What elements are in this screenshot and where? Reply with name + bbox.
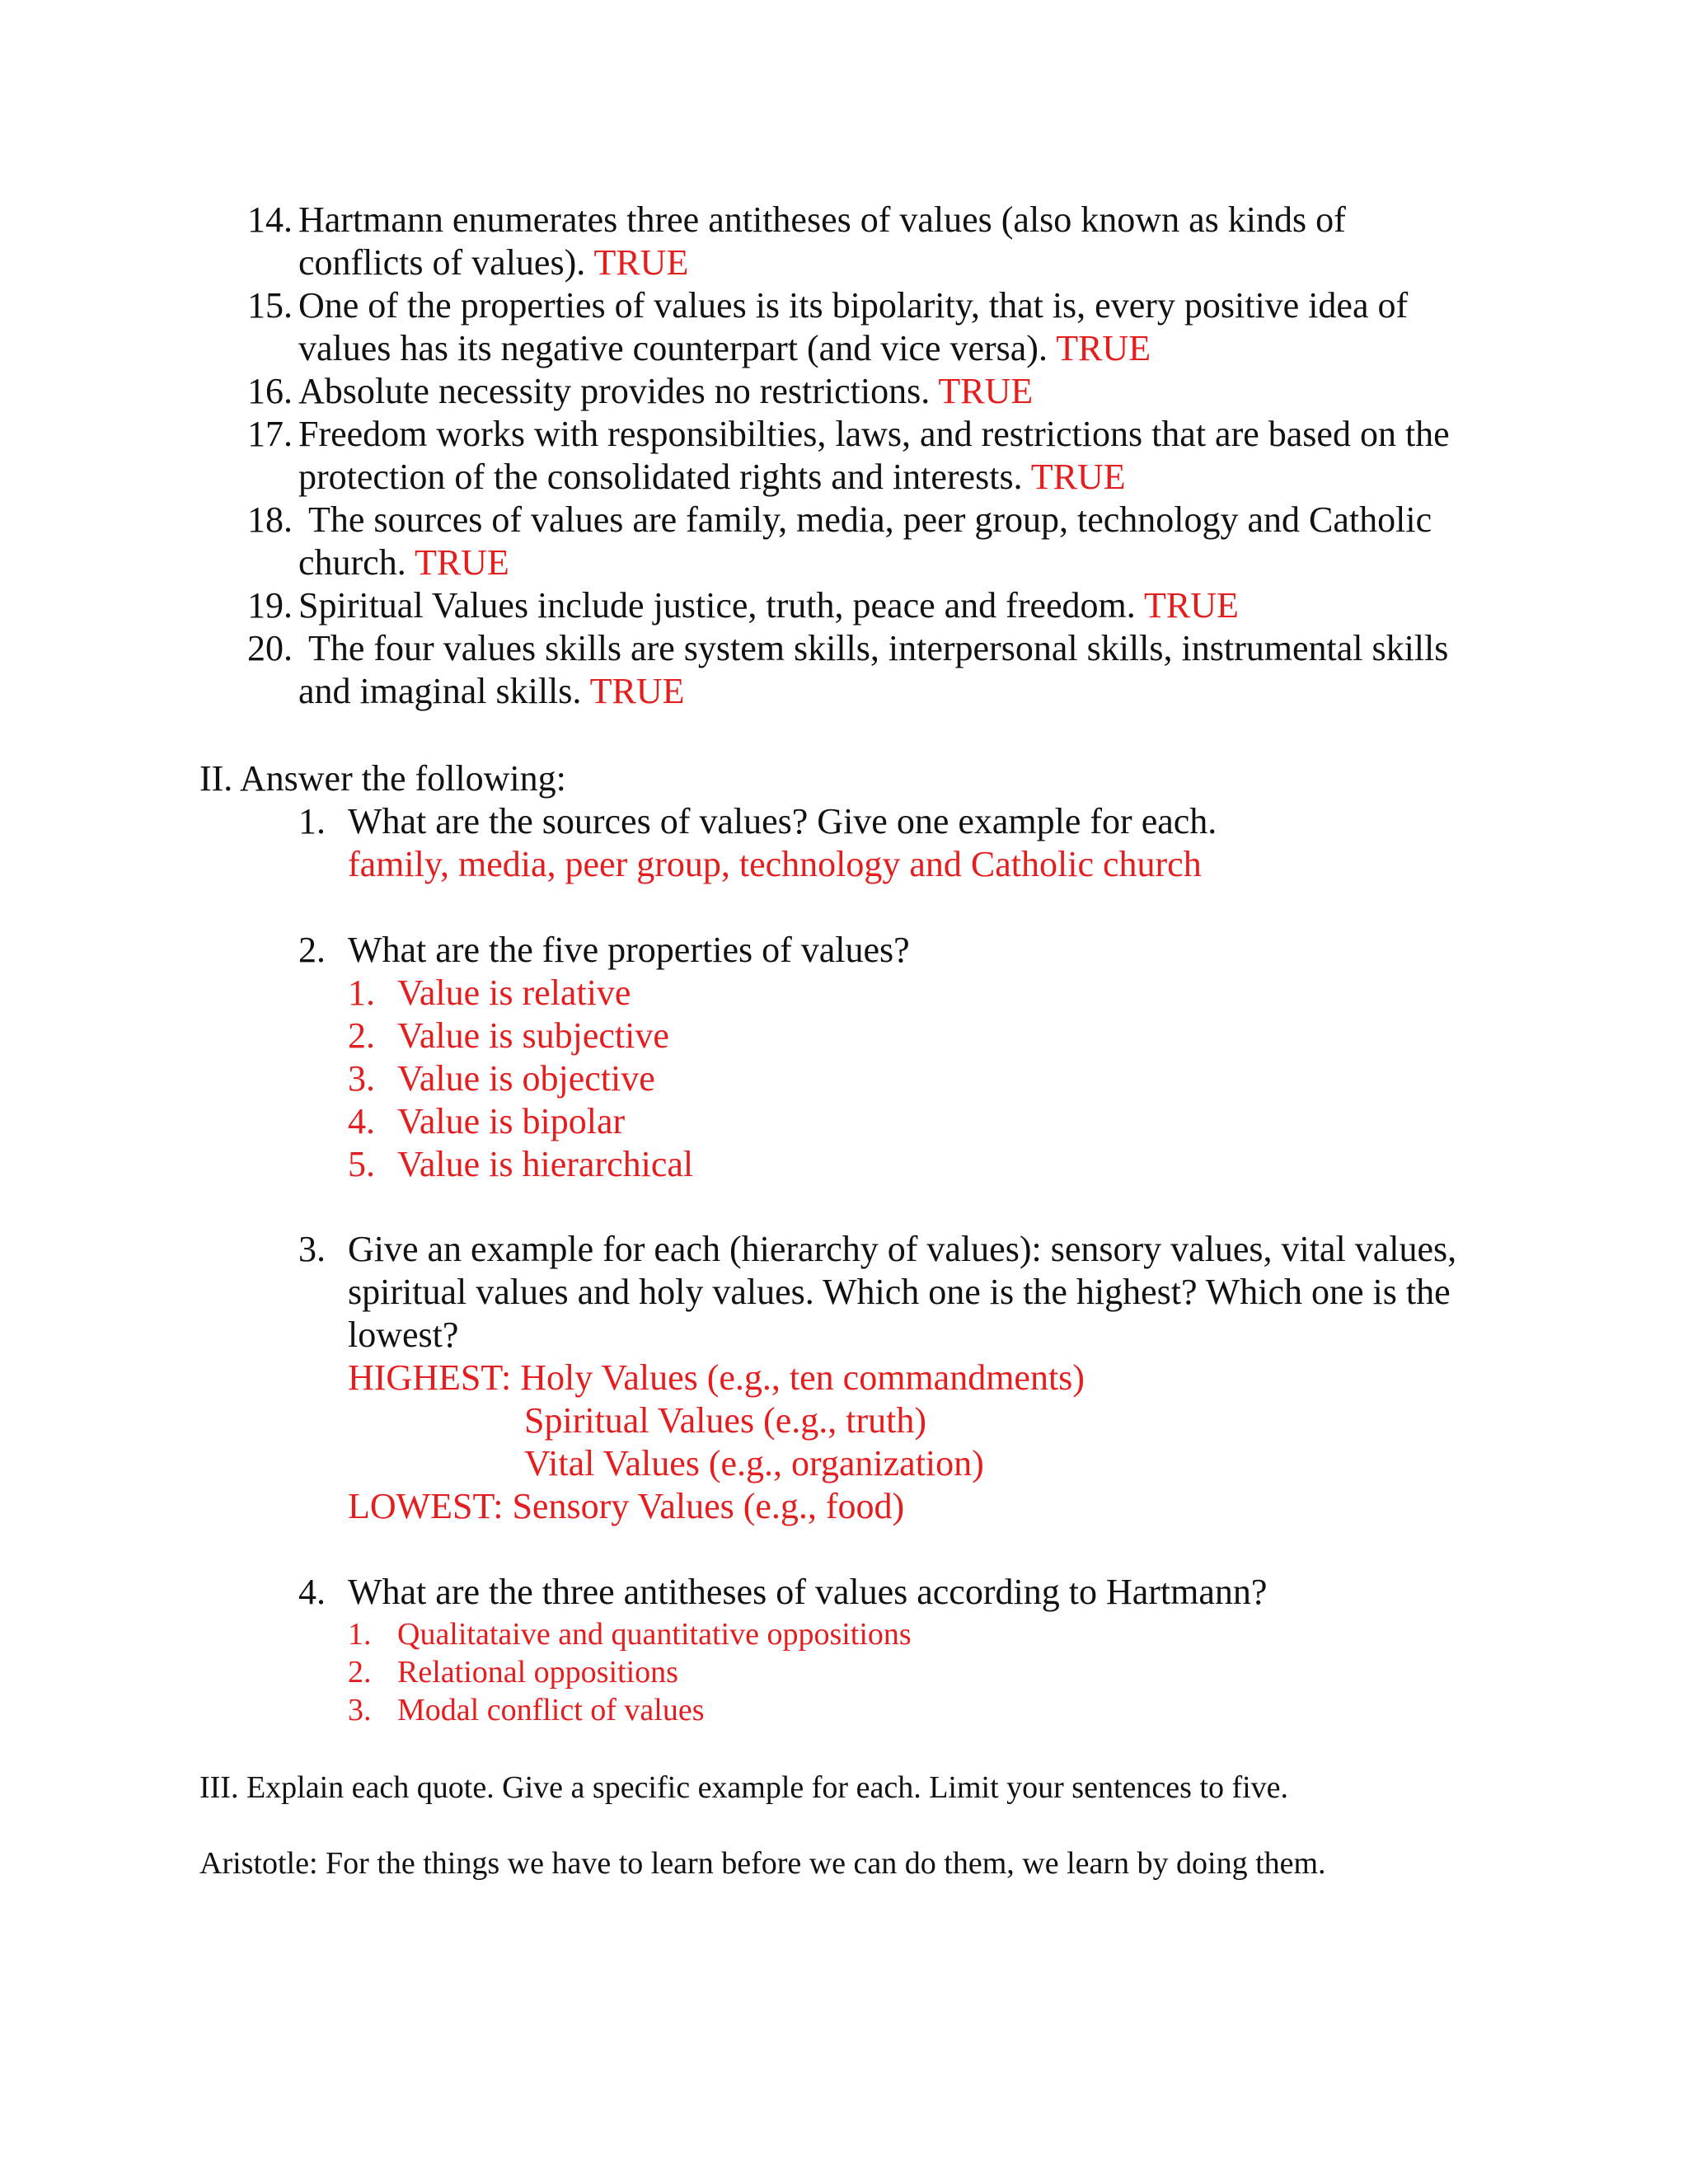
section-heading: III. Explain each quote. Give a specific example for each. Limit your sentences to five.: [199, 1770, 1289, 1805]
item-number: 20.: [247, 628, 293, 668]
answer-number: 2.: [348, 1015, 375, 1056]
item-number: 17.: [247, 414, 293, 454]
item-text: protection of the consolidated rights and interests. TRUE: [298, 457, 1126, 497]
answer-text: Modal conflict of values: [397, 1693, 705, 1727]
answer-number: 3.: [348, 1693, 372, 1727]
answer-text: Value is bipolar: [397, 1101, 626, 1141]
answer-true: TRUE: [1056, 328, 1151, 368]
answer-true: TRUE: [589, 671, 685, 711]
item-text: The sources of values are family, media, peer group, technology and Catholic: [308, 499, 1432, 540]
answer-true: TRUE: [414, 542, 509, 583]
question-text: Give an example for each (hierarchy of values): sensory values, vital values,: [348, 1229, 1457, 1269]
answer-text: family, media, peer group, technology and Catholic church: [348, 844, 1202, 884]
question-number: 4.: [298, 1572, 326, 1612]
answer-number: 1.: [348, 972, 375, 1013]
answer-text: Spiritual Values (e.g., truth): [524, 1400, 926, 1441]
answer-true: TRUE: [938, 371, 1034, 411]
question-text: spiritual values and holy values. Which one is the highest? Which one is the: [348, 1272, 1451, 1312]
answer-text: Relational oppositions: [397, 1655, 678, 1690]
item-text: Freedom works with responsibilties, laws, and restrictions that are based on the: [298, 414, 1450, 454]
question-number: 2.: [298, 930, 326, 970]
question-text: lowest?: [348, 1315, 459, 1355]
answer-text: Value is subjective: [397, 1015, 669, 1056]
answer-number: 2.: [348, 1655, 372, 1690]
item-text: One of the properties of values is its bipolarity, that is, every positive idea of: [298, 285, 1409, 326]
question-text: What are the three antitheses of values according to Hartmann?: [348, 1572, 1268, 1612]
answer-true: TRUE: [1143, 585, 1239, 626]
item-text: Absolute necessity provides no restrictions. TRUE: [298, 371, 1034, 411]
answer-true: TRUE: [1030, 457, 1126, 497]
item-number: 14.: [247, 199, 293, 240]
answer-text: Vital Values (e.g., organization): [524, 1443, 984, 1483]
answer-number: 5.: [348, 1144, 375, 1184]
item-number: 19.: [247, 585, 293, 626]
item-number: 18.: [247, 499, 293, 540]
answer-number: 4.: [348, 1101, 375, 1141]
question-text: What are the sources of values? Give one example for each.: [348, 801, 1217, 841]
item-text: The four values skills are system skills, interpersonal skills, instrumental skills: [308, 628, 1449, 668]
answer-number: 3.: [348, 1058, 375, 1099]
answer-text: Value is relative: [397, 972, 631, 1013]
quote-text: Aristotle: For the things we have to learn before we can do them, we learn by doing them.: [199, 1846, 1326, 1881]
answer-text: Value is hierarchical: [397, 1144, 694, 1184]
item-number: 16.: [247, 371, 293, 411]
item-text: Spiritual Values include justice, truth, peace and freedom. TRUE: [298, 585, 1239, 626]
answer-text: Value is objective: [397, 1058, 655, 1099]
item-text: conflicts of values). TRUE: [298, 242, 689, 283]
item-text: and imaginal skills. TRUE: [298, 671, 685, 711]
item-text: values has its negative counterpart (and vice versa). TRUE: [298, 328, 1151, 368]
answer-text: Qualitataive and quantitative oppositions: [397, 1617, 912, 1652]
item-text: Hartmann enumerates three antitheses of values (also known as kinds of: [298, 199, 1346, 240]
section-heading: II. Answer the following:: [199, 758, 566, 799]
item-number: 15.: [247, 285, 293, 326]
question-text: What are the five properties of values?: [348, 930, 910, 970]
answer-text: LOWEST: Sensory Values (e.g., food): [348, 1486, 905, 1526]
question-number: 3.: [298, 1229, 326, 1269]
answer-text: HIGHEST: Holy Values (e.g., ten commandments): [348, 1357, 1085, 1398]
answer-true: TRUE: [593, 242, 689, 283]
question-number: 1.: [298, 801, 326, 841]
answer-number: 1.: [348, 1617, 372, 1652]
item-text: church. TRUE: [298, 542, 509, 583]
